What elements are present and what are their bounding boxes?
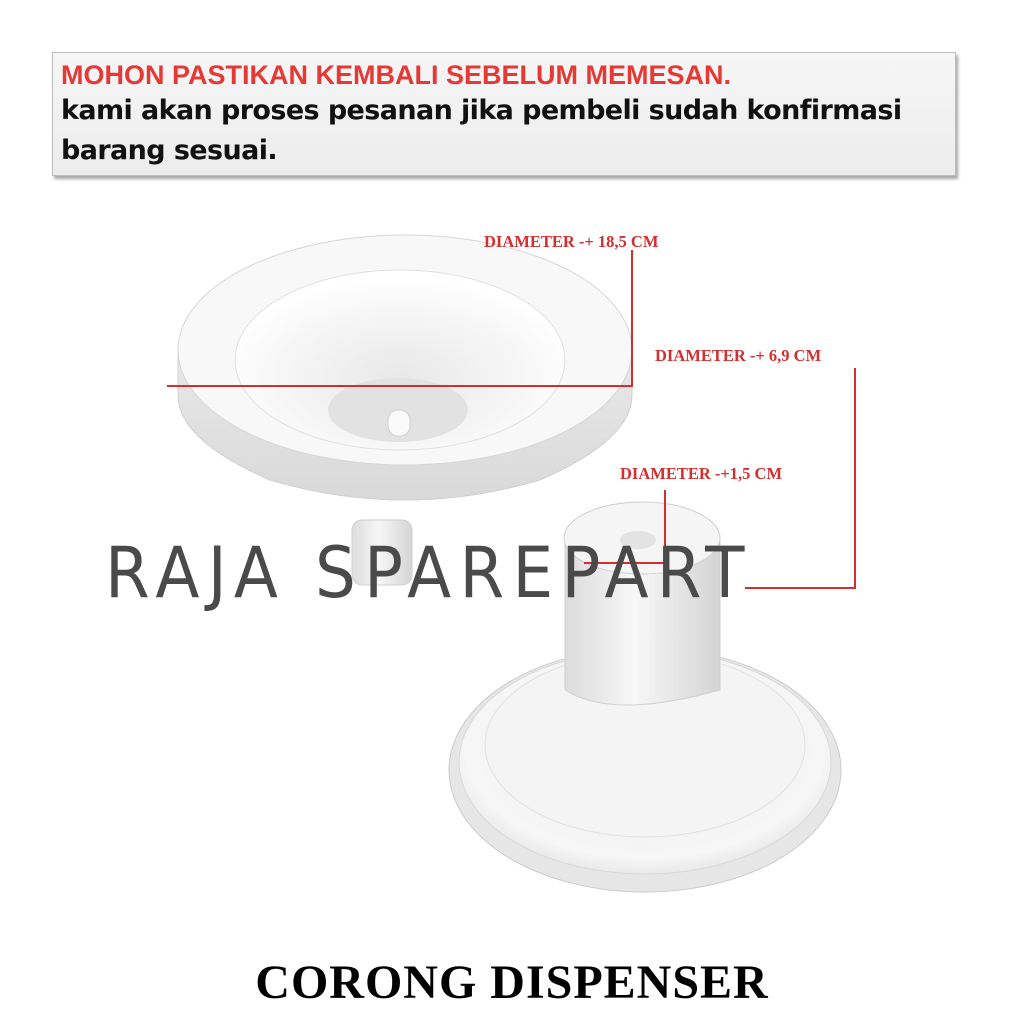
dimension-label-large: DIAMETER -+ 18,5 CM xyxy=(484,232,659,251)
notice-warning: MOHON PASTIKAN KEMBALI SEBELUM MEMESAN. xyxy=(61,60,732,90)
watermark: RAJA SPAREPART xyxy=(105,532,753,614)
dimension-label-medium: DIAMETER -+ 6,9 CM xyxy=(655,346,822,365)
notice-banner xyxy=(52,52,956,176)
product-title: CORONG DISPENSER xyxy=(255,956,769,1009)
notice-message-line2: barang sesuai. xyxy=(61,135,278,166)
notice-message-line1: kami akan proses pesanan jika pembeli sudah konfirmasi xyxy=(61,95,902,126)
dimension-label-small: DIAMETER -+1,5 CM xyxy=(620,464,783,483)
